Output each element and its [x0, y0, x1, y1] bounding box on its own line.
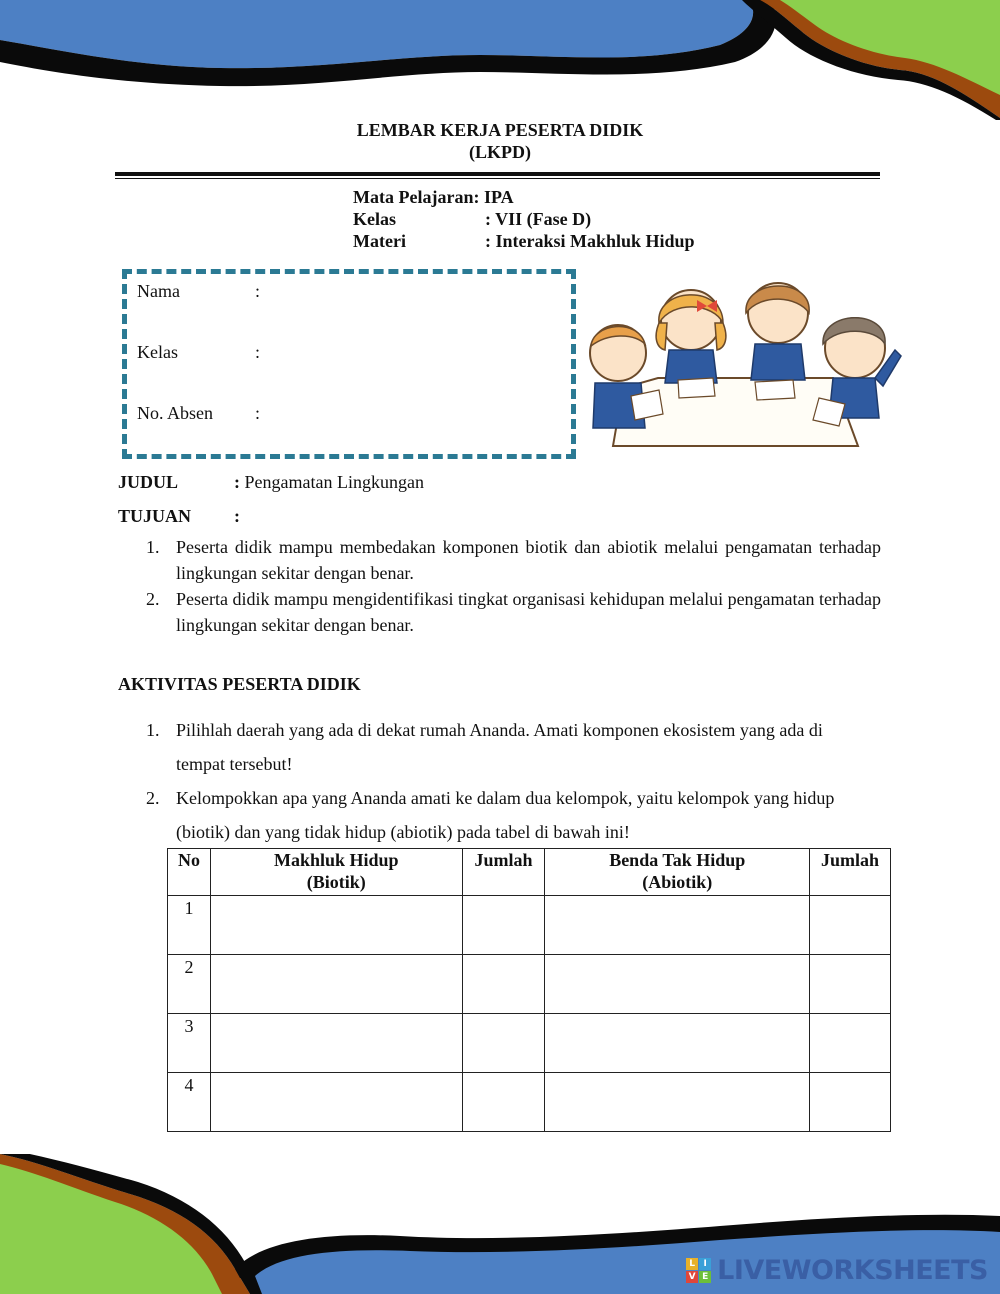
- jumlah-abiotik-cell[interactable]: [810, 1014, 891, 1073]
- top-wave-decoration: [0, 0, 1000, 120]
- table-row: [168, 1014, 891, 1073]
- meta-row-subject: [353, 186, 695, 208]
- tujuan-list: [118, 534, 881, 638]
- logo-cube: V: [686, 1271, 698, 1283]
- tujuan-heading: [118, 503, 240, 529]
- field-separator: :: [255, 281, 261, 301]
- worksheet-title: [0, 119, 1000, 163]
- title-rule-thick: [115, 172, 880, 176]
- logo-cubes-icon: [686, 1258, 711, 1283]
- biotik-cell[interactable]: [210, 896, 462, 955]
- list-text: Kelompokkan apa yang Ananda amati ke dalam dua kelompok, yaitu kelompok yang hidup (biotik) dan yang tidak hidup (abiotik) pada tabel di bawah ini!: [176, 788, 835, 842]
- header-biotik-line1: Makhluk Hidup: [273, 850, 399, 870]
- logo-cube: E: [699, 1271, 711, 1283]
- meta-label: Mata Pelajaran: [353, 187, 474, 207]
- jumlah-biotik-cell[interactable]: [462, 1073, 545, 1132]
- jumlah-biotik-cell[interactable]: [462, 955, 545, 1014]
- abiotik-cell[interactable]: [545, 1073, 810, 1132]
- judul-separator: :: [234, 472, 240, 492]
- abiotik-cell[interactable]: [545, 896, 810, 955]
- jumlah-abiotik-cell[interactable]: [810, 1073, 891, 1132]
- meta-row-topic: [353, 230, 695, 252]
- jumlah-biotik-cell[interactable]: [462, 1014, 545, 1073]
- judul-label: JUDUL: [118, 472, 179, 492]
- list-item: [118, 713, 870, 781]
- table-row: [168, 955, 891, 1014]
- class-field[interactable]: [137, 342, 260, 363]
- abiotik-cell[interactable]: [545, 1014, 810, 1073]
- meta-row-class: [353, 208, 695, 230]
- name-field[interactable]: [137, 281, 260, 302]
- logo-text: LIVEWORKSHEETS: [717, 1255, 988, 1286]
- table-row: [168, 896, 891, 955]
- field-label: Nama: [137, 281, 180, 301]
- row-number: 4: [168, 1073, 211, 1132]
- logo-cube: I: [699, 1258, 711, 1270]
- header-abiotik: [545, 849, 810, 896]
- logo-cube: L: [686, 1258, 698, 1270]
- students-studying-illustration: [583, 278, 903, 450]
- aktivitas-list: [118, 713, 870, 849]
- absence-number-field[interactable]: [137, 403, 260, 424]
- biotik-cell[interactable]: [210, 1073, 462, 1132]
- row-number: 2: [168, 955, 211, 1014]
- header-no: No: [168, 849, 211, 896]
- field-label: No. Absen: [137, 403, 213, 423]
- list-number: 1.: [146, 720, 160, 740]
- header-abiotik-line1: Benda Tak Hidup: [609, 850, 746, 870]
- list-number: 2.: [146, 788, 160, 808]
- header-jumlah-abiotik: Jumlah: [810, 849, 891, 896]
- field-label: Kelas: [137, 342, 178, 362]
- liveworksheets-logo[interactable]: [686, 1255, 988, 1286]
- abiotik-cell[interactable]: [545, 955, 810, 1014]
- meta-value: : IPA: [473, 187, 514, 207]
- title-rule-thin: [115, 178, 880, 179]
- jumlah-abiotik-cell[interactable]: [810, 896, 891, 955]
- observation-table: [167, 848, 891, 1132]
- row-number: 1: [168, 896, 211, 955]
- jumlah-biotik-cell[interactable]: [462, 896, 545, 955]
- header-biotik-line2: (Biotik): [306, 872, 366, 892]
- list-number: 1.: [146, 537, 160, 557]
- meta-value: : VII (Fase D): [485, 209, 592, 229]
- list-item: [118, 586, 881, 638]
- meta-label: Materi: [353, 231, 406, 251]
- meta-info: [353, 186, 695, 252]
- meta-label: Kelas: [353, 209, 396, 229]
- row-number: 3: [168, 1014, 211, 1073]
- title-line-2: (LKPD): [469, 142, 531, 162]
- tujuan-separator: :: [234, 506, 240, 526]
- list-item: [118, 781, 870, 849]
- header-abiotik-line2: (Abiotik): [642, 872, 713, 892]
- field-separator: :: [255, 342, 261, 362]
- biotik-cell[interactable]: [210, 1014, 462, 1073]
- meta-value: : Interaksi Makhluk Hidup: [485, 231, 695, 251]
- tujuan-label: TUJUAN: [118, 506, 192, 526]
- list-text: Peserta didik mampu membedakan komponen biotik dan abiotik melalui pengamatan terhadap lingkungan sekitar dengan benar.: [176, 537, 881, 583]
- table-row: [168, 1073, 891, 1132]
- field-separator: :: [255, 403, 261, 423]
- list-text: Peserta didik mampu mengidentifikasi tingkat organisasi kehidupan melalui pengamatan terhadap lingkungan sekitar dengan benar.: [176, 589, 881, 635]
- aktivitas-heading: AKTIVITAS PESERTA DIDIK: [118, 674, 361, 694]
- table-header-row: [168, 849, 891, 896]
- header-jumlah-biotik: Jumlah: [462, 849, 545, 896]
- judul-value: Pengamatan Lingkungan: [244, 472, 424, 492]
- list-item: [118, 534, 881, 586]
- biotik-cell[interactable]: [210, 955, 462, 1014]
- list-text: Pilihlah daerah yang ada di dekat rumah Ananda. Amati komponen ekosistem yang ada di tempat tersebut!: [176, 720, 823, 774]
- title-line-1: LEMBAR KERJA PESERTA DIDIK: [356, 120, 644, 140]
- list-number: 2.: [146, 589, 160, 609]
- jumlah-abiotik-cell[interactable]: [810, 955, 891, 1014]
- header-biotik: [210, 849, 462, 896]
- judul-line: [118, 469, 424, 495]
